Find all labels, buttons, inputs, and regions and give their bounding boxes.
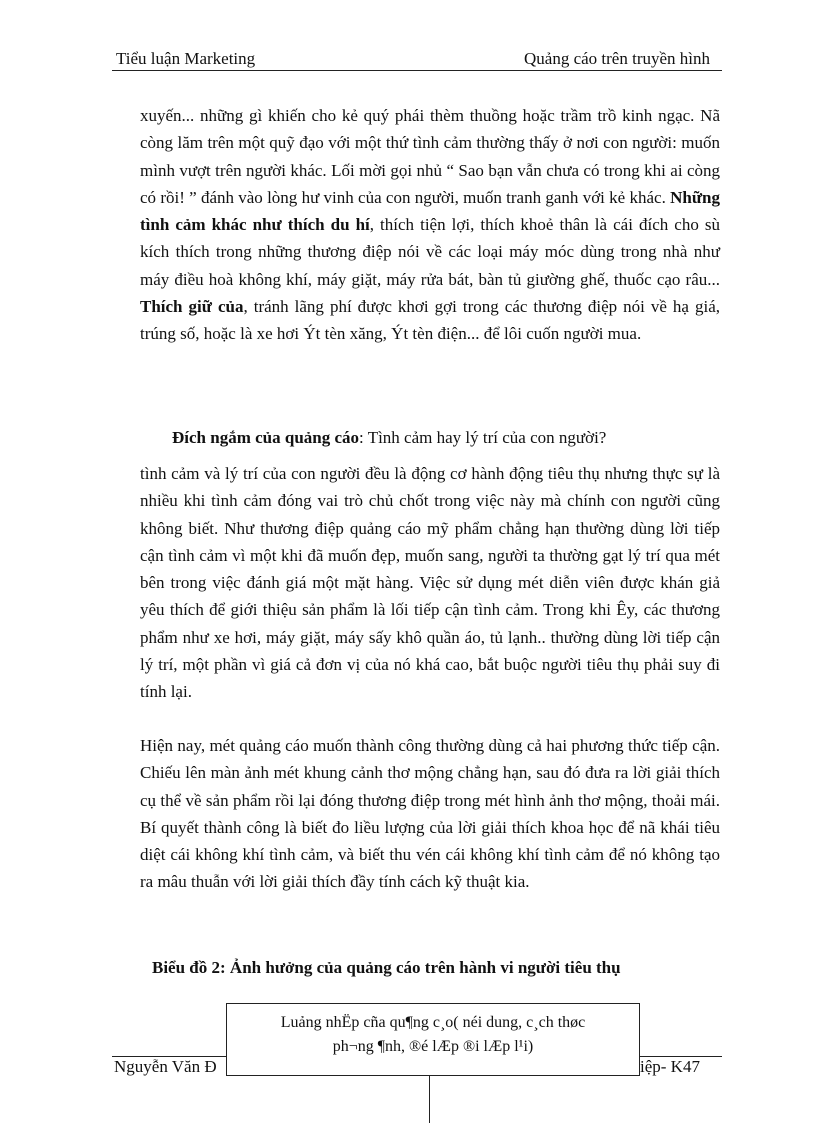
header-title-right: Quảng cáo trên truyền hình: [524, 49, 710, 68]
section-heading-rest: : Tình cảm hay lý trí của con người?: [359, 428, 607, 447]
paragraph-3: Hiện nay, mét quảng cáo muốn thành công thường dùng cả hai phương thức tiếp cận. Chiếu lên màn ảnh mét khung cảnh thơ mộng chẳng hạn, sau đó đưa ra lời giải thích cụ thể về sản phẩm rồi lại đóng thương điệp trong mét hình ảnh thơ mộng, thoải mái. Bí quyết thành công là biết đo liều lượng của lời giải thích khoa học để nã khái tiêu diệt cái không khí tình cảm, và biết thu vén cái không khí tình cảm để nó không tạo ra mâu thuẫn với lời giải thích đầy tính cách kỹ thuật kia.: [140, 736, 720, 892]
paragraph-1-bold-b: Thích giữ của: [140, 297, 244, 317]
section-heading: [172, 428, 606, 448]
footer-class: iệp- K47: [640, 1057, 700, 1076]
flowchart-connector: [429, 1076, 430, 1123]
paragraph-1-text-b: , thích tiện lợi, thích khoẻ thân là cái đích cho sù kích thích trong những thương điệp nói về các loại máy móc dùng trong nhà như máy điều hoà không khí, máy giặt, máy rửa bát, bàn tủ giường ghế, thuốc cạo râu...: [140, 215, 720, 289]
paragraph-1: [140, 102, 720, 348]
paragraph-2: tình cảm và lý trí của con người đều là động cơ hành động tiêu thụ nhưng thực sự là nhiều khi tình cảm đóng vai trò chủ chốt trong việc này mà chính con người cũng không biết. Như thương điệp quảng cáo mỹ phẩm chẳng hạn thường dùng lời tiếp cận tình cảm vì một khi đã muốn đẹp, muốn sang, người ta thường gạt lý trí qua mét bên trong việc đánh giá một mặt hàng. Việc sử dụng mét diễn viên được khán giả yêu thích để giới thiệu sản phẩm là lối tiếp cận tình cảm. Trong khi Êy, các thương phẩm như xe hơi, máy giặt, máy sấy khô quần áo, tủ lạnh.. thường dùng lời tiếp cận lý trí, một phần vì giá cả đơn vị của nó khá cao, bắt buộc người tiêu thụ phải suy đi tính lại.: [140, 464, 720, 702]
flowchart-box-line-1: Luảng nhËp cña qu¶ng c¸o( néi dung, c¸ch thøc: [280, 1014, 586, 1031]
flowchart-box-line-2: ph¬ng ¶nh, ®é lÆp ®i lÆp l¹i): [332, 1038, 534, 1055]
page-header: [112, 48, 722, 71]
flowchart-box: [226, 1003, 640, 1076]
section-heading-bold: Đích ngắm của quảng cáo: [172, 428, 360, 447]
paragraph-1-text-a: xuyến... những gì khiến cho kẻ quý phái thèm thuồng hoặc trầm trồ kinh ngạc. Nã còng lăm trên một quỹ đạo với một thứ tình cảm thường thấy ở nơi con người: muốn mình vượt trên người khác. Lối mời gọi nhủ “ Sao bạn vẫn chưa có trong khi ai còng có rồi! ” đánh vào lòng hư vinh của con người, muốn tranh ganh với kẻ khác.: [140, 106, 720, 207]
header-title-left: Tiểu luận Marketing: [116, 49, 256, 68]
footer-author: Nguyễn Văn Đ: [114, 1057, 217, 1076]
chart-title: Biểu đồ 2: Ảnh hưởng của quảng cáo trên hành vi người tiêu thụ: [152, 958, 621, 977]
paragraph-1-bold-a: Những tình cảm khác như thích du hí: [140, 187, 720, 235]
paragraph-1-text-c: , tránh lãng phí được khơi gợi trong các thương điệp nói về hạ giá, trúng số, hoặc là xe hơi Ýt tèn xăng, Ýt tèn điện... để lôi cuốn người mua.: [140, 297, 720, 344]
